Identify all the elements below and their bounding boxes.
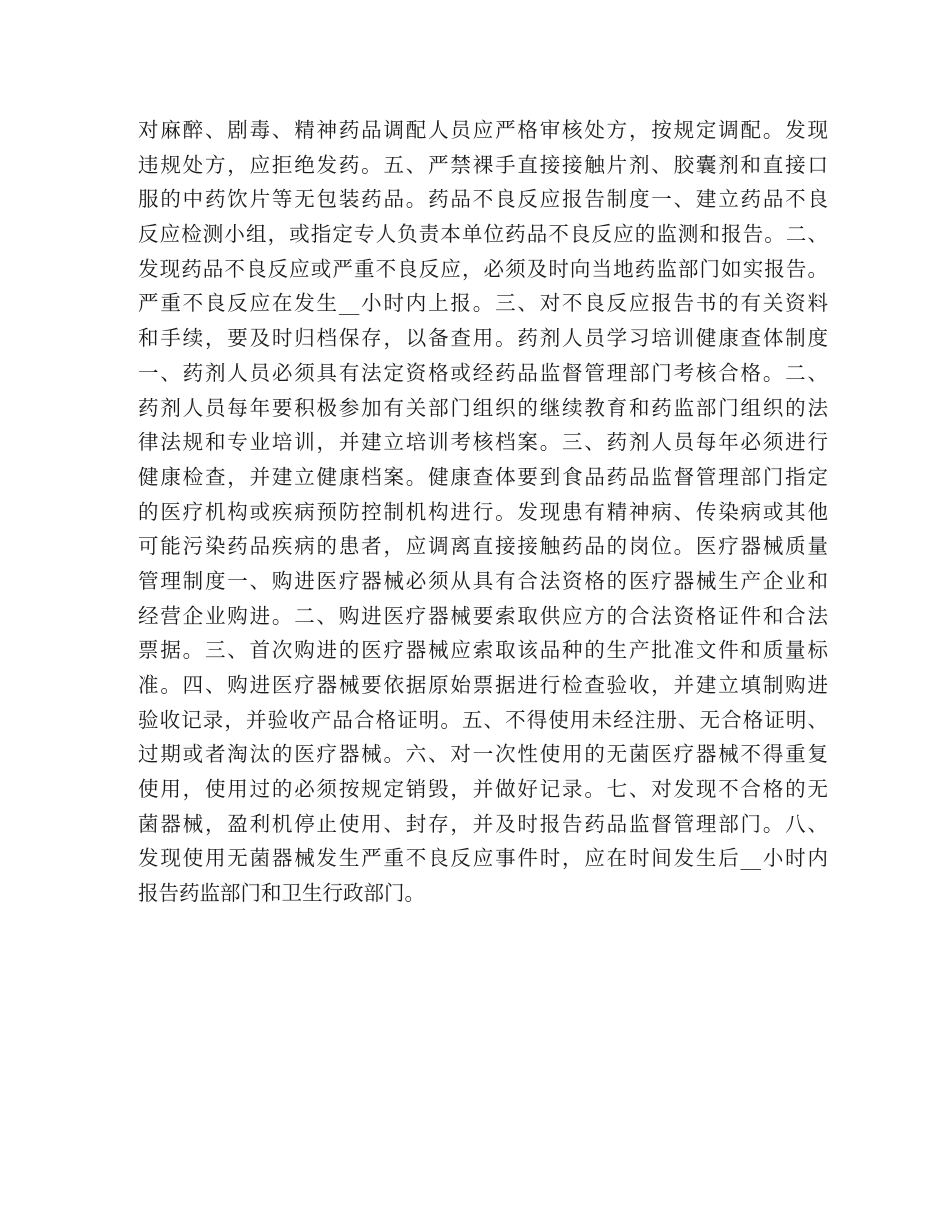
text-line: 反应检测小组，或指定专人负责本单位药品不良反应的监测和报告。二、 — [138, 222, 828, 247]
text-line: 一、药剂人员必须具有法定资格或经药品监督管理部门考核合格。二、 — [138, 360, 828, 385]
text-line: 发现使用无菌器械发生严重不良反应事件时，应在时间发生后__小时内 — [138, 846, 828, 871]
text-line: 经营企业购进。二、购进医疗器械要索取供应方的合法资格证件和合法 — [138, 603, 828, 628]
text-line: 使用，使用过的必须按规定销毁，并做好记录。七、对发现不合格的无 — [138, 777, 828, 802]
text-line: 可能污染药品疾病的患者，应调离直接接触药品的岗位。医疗器械质量 — [138, 534, 828, 559]
text-line: 的医疗机构或疾病预防控制机构进行。发现患有精神病、传染病或其他 — [138, 499, 828, 524]
body-text — [138, 113, 828, 911]
text-line: 管理制度一、购进医疗器械必须从具有合法资格的医疗器械生产企业和 — [138, 568, 828, 593]
text-line: 健康检查，并建立健康档案。健康查体要到食品药品监督管理部门指定 — [138, 464, 828, 489]
text-line: 报告药监部门和卫生行政部门。 — [138, 881, 425, 906]
text-line: 和手续，要及时归档保存，以备查用。药剂人员学习培训健康查体制度 — [138, 326, 828, 351]
text-line: 准。四、购进医疗器械要依据原始票据进行检查验收，并建立填制购进 — [138, 673, 828, 697]
text-line: 违规处方，应拒绝发药。五、严禁裸手直接接触片剂、胶囊剂和直接口 — [138, 152, 828, 177]
text-line: 验收记录，并验收产品合格证明。五、不得使用未经注册、无合格证明、 — [138, 707, 828, 732]
text-line: 发现药品不良反应或严重不良反应，必须及时向当地药监部门如实报告。 — [138, 256, 828, 281]
text-line: 过期或者淘汰的医疗器械。六、对一次性使用的无菌医疗器械不得重复 — [138, 742, 828, 767]
text-line: 律法规和专业培训，并建立培训考核档案。三、药剂人员每年必须进行 — [138, 430, 828, 455]
text-line: 菌器械，盈利机停止使用、封存，并及时报告药品监督管理部门。八、 — [138, 811, 828, 836]
text-line: 对麻醉、剧毒、精神药品调配人员应严格审核处方，按规定调配。发现 — [138, 118, 828, 142]
text-line: 服的中药饮片等无包装药品。药品不良反应报告制度一、建立药品不良 — [138, 187, 828, 212]
text-line: 票据。三、首次购进的医疗器械应索取该品种的生产批准文件和质量标 — [138, 638, 828, 663]
text-line: 严重不良反应在发生__小时内上报。三、对不良反应报告书的有关资料 — [138, 291, 828, 316]
text-line: 药剂人员每年要积极参加有关部门组织的继续教育和药监部门组织的法 — [138, 395, 828, 420]
